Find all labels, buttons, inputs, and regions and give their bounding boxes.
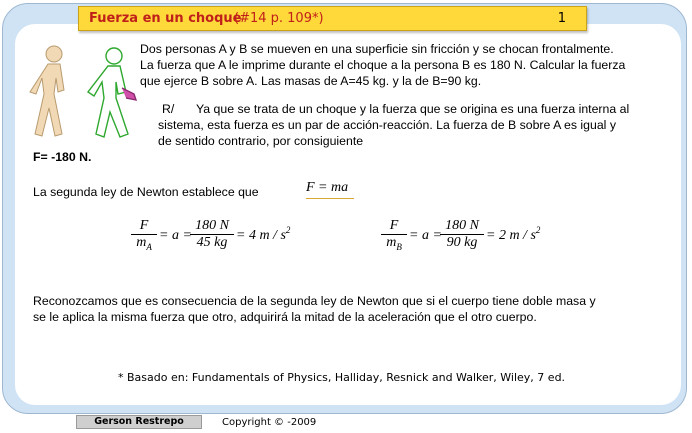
answer-line-2: sistema, esta fuerza es un par de acción-reacción. La fuerza de B sobre A es igual y <box>158 118 616 132</box>
answer-line-1: Ya que se trata de un choque y la fuerza que se origina es una fuerza interna al <box>196 102 630 116</box>
footnote: * Basado en: Fundamentals of Physics, Halliday, Resnick and Walker, Wiley, 7 ed. <box>118 371 566 384</box>
title-reference: (#14 p. 109*) <box>234 11 324 26</box>
eq-b-exponent: 2 <box>535 225 541 235</box>
eq-b-equals: = a = <box>409 228 442 243</box>
eq-b-rhs-numerator: 180 N <box>440 218 484 235</box>
eq-a-lhs-fraction <box>131 218 157 251</box>
eq-a-lhs-subscript: A <box>146 242 152 252</box>
eq-a-exponent: 2 <box>285 225 291 235</box>
eq-a-lhs-denominator: m <box>136 235 147 250</box>
eq-a-lhs-numerator: F <box>131 218 157 235</box>
page-title: Fuerza en un choque <box>89 11 242 26</box>
collision-illustration <box>18 42 158 152</box>
problem-line-3: que ejerce B sobre A. Las masas de A=45 kg. y la de B=90 kg. <box>140 74 482 88</box>
eq-a-equals: = a = <box>159 228 192 243</box>
eq-b-lhs-denominator: m <box>386 235 397 250</box>
eq-b-lhs-subscript: B <box>396 242 402 252</box>
eq-a-rhs-numerator: 180 N <box>190 218 234 235</box>
eq-b-rhs-fraction <box>440 218 484 251</box>
eq-b-lhs-numerator: F <box>381 218 407 235</box>
eq-b-result-value: = 2 m / s <box>486 228 536 243</box>
eq-a-rhs-fraction <box>190 218 234 251</box>
eq-b-rhs-denominator: 90 kg <box>446 235 478 250</box>
person-a-figure <box>30 46 64 136</box>
answer-result: F= -180 N. <box>33 150 92 164</box>
newton-statement: La segunda ley de Newton establece que <box>33 185 259 199</box>
conclusion-line-1: Reconozcamos que es consecuencia de la segunda ley de Newton que si el cuerpo tiene doble masa y <box>33 294 596 308</box>
eq-b-result <box>486 225 541 244</box>
newton-formula: F = ma <box>306 180 354 199</box>
problem-line-1: Dos personas A y B se mueven en una superficie sin fricción y se chocan frontalmente. <box>140 42 614 56</box>
eq-a-rhs-denominator: 45 kg <box>196 235 228 250</box>
eq-b-lhs-fraction <box>381 218 407 251</box>
page-number: 1 <box>557 11 566 26</box>
author-label: Gerson Restrepo <box>76 415 202 429</box>
eq-a-result-value: = 4 m / s <box>236 228 286 243</box>
answer-line-3: de sentido contrario, por consiguiente <box>158 134 364 148</box>
copyright-text: Copyright © -2009 <box>222 417 317 428</box>
person-b-figure <box>88 48 136 137</box>
eq-a-result <box>236 225 291 244</box>
problem-line-2: La fuerza que A le imprime durante el choque a la persona B es 180 N. Calcular la fuerza <box>140 58 626 72</box>
answer-prefix: R/ <box>162 102 175 116</box>
conclusion-line-2: se le aplica la misma fuerza que otro, adquirirá la mitad de la aceleración que el otro cuerpo. <box>33 310 537 324</box>
title-bar <box>78 6 587 31</box>
